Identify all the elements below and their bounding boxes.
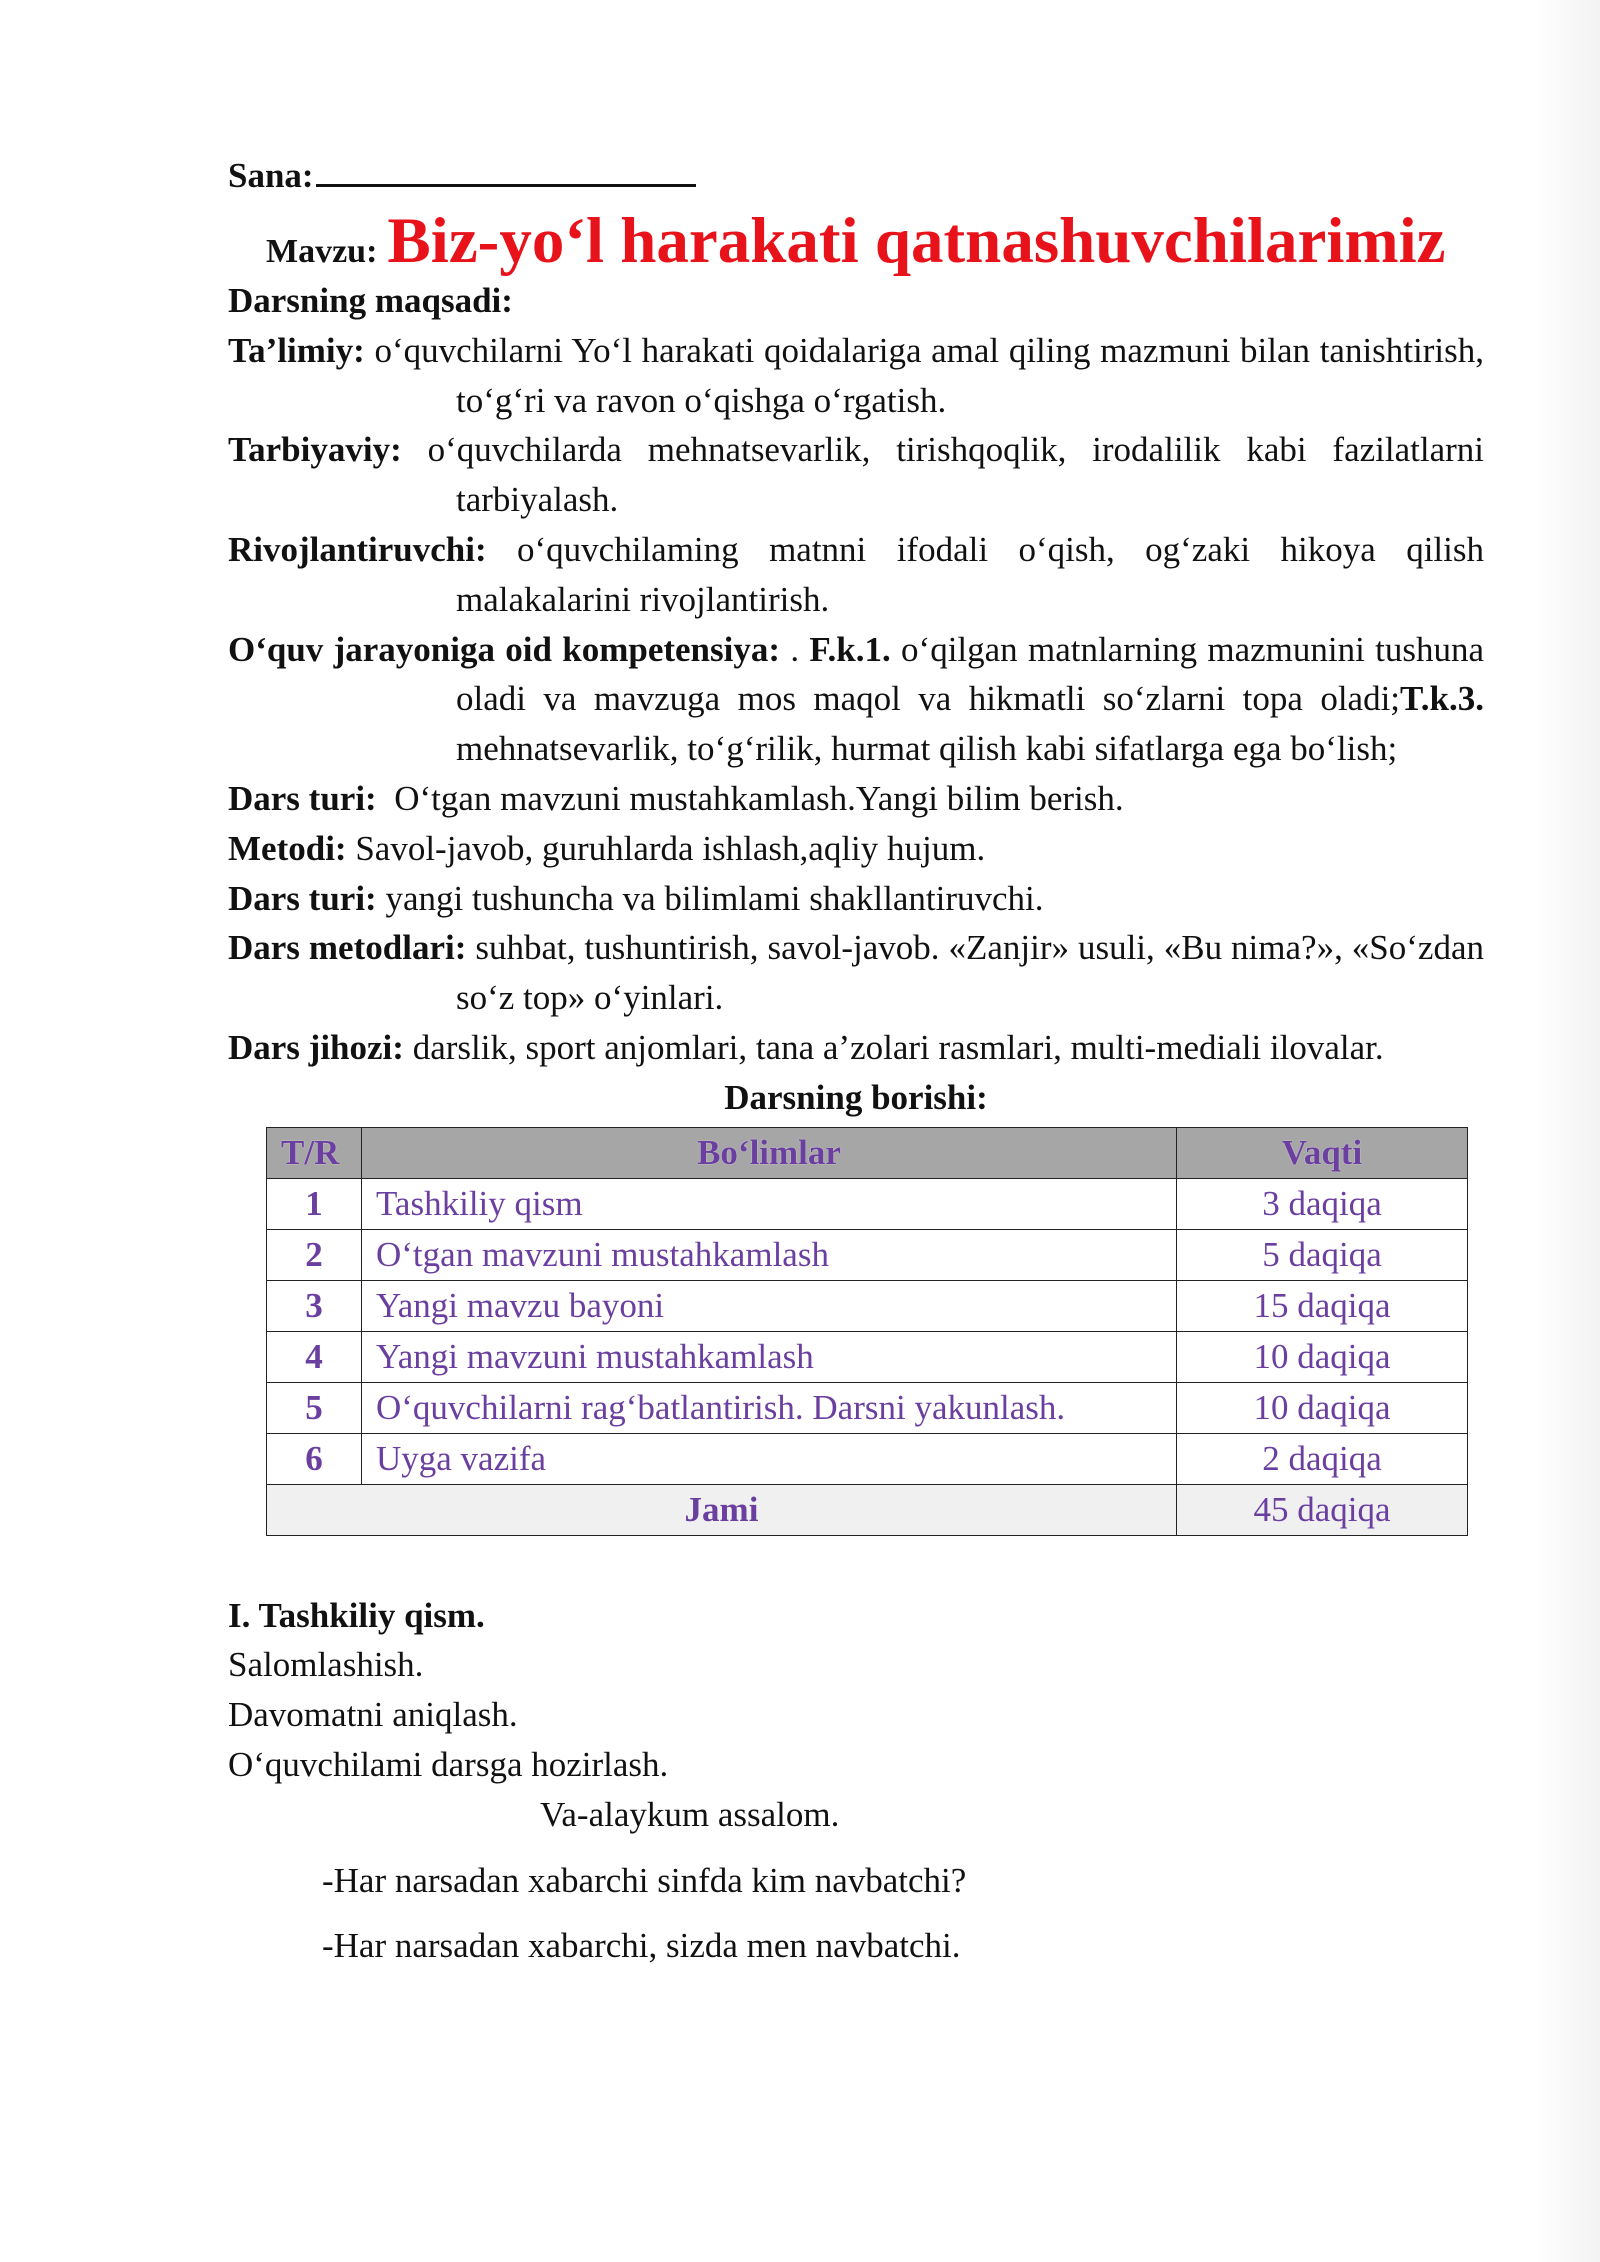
date-row — [228, 150, 1484, 200]
table-row — [267, 1433, 1468, 1484]
topic-label: Mavzu: — [266, 233, 378, 270]
goal-kompetensiya — [228, 625, 1484, 774]
metodi-label: Metodi: — [228, 828, 347, 868]
lesson-plan-page — [228, 150, 1484, 1971]
goal-tarbiyaviy-label: Tarbiyaviy: — [228, 430, 402, 470]
row-num: 2 — [267, 1229, 362, 1280]
total-label: Jami — [267, 1484, 1177, 1535]
table-row — [267, 1382, 1468, 1433]
goal-rivoj-text: o‘quvchilaming matnni ifodali o‘qish, og‘zaki hikoya qilish malakalarini rivojlantirish. — [456, 529, 1484, 619]
goal-tarbiyaviy — [228, 425, 1484, 525]
row-num: 1 — [267, 1178, 362, 1229]
row-num: 4 — [267, 1331, 362, 1382]
goal-talimiy-label: Ta’limiy: — [228, 330, 365, 370]
komp-text2: mehnatsevarlik, to‘g‘rilik, hurmat qilish kabi sifatlarga ega bo‘lish; — [456, 729, 1398, 769]
row-section: Tashkiliy qism — [362, 1178, 1177, 1229]
date-blank-line — [316, 150, 696, 187]
header-num: T/R — [267, 1127, 362, 1178]
table-row — [267, 1229, 1468, 1280]
info-dars-turi-1 — [228, 774, 1484, 824]
part1-heading: I. Tashkiliy qism. — [228, 1595, 485, 1635]
jihozi-label: Dars jihozi: — [228, 1027, 404, 1067]
dars-turi-1-label: Dars turi: — [228, 778, 377, 818]
part1-line-attendance: Davomatni aniqlash. — [228, 1695, 518, 1735]
komp-fk: F.k.1. — [809, 629, 891, 669]
header-section: Bo‘limlar — [362, 1127, 1177, 1178]
topic-title: Biz-yo‘l harakati qatnashuvchilarimiz — [387, 205, 1446, 277]
goal-rivojlantiruvchi — [228, 525, 1484, 625]
date-label: Sana: — [228, 156, 314, 195]
dars-turi-2-text: yangi tushuncha va bilimlami shakllantiruvchi. — [376, 878, 1044, 918]
row-time: 5 daqiqa — [1177, 1229, 1468, 1280]
komp-label: O‘quv jarayoniga oid kompetensiya: — [228, 629, 781, 669]
row-section: Uyga vazifa — [362, 1433, 1177, 1484]
part1-line-greeting: Salomlashish. — [228, 1645, 424, 1685]
plan-heading: Darsning borishi: — [724, 1077, 988, 1117]
row-num: 5 — [267, 1382, 362, 1433]
row-time: 10 daqiqa — [1177, 1331, 1468, 1382]
row-num: 6 — [267, 1433, 362, 1484]
row-section: Yangi mavzuni mustahkamlash — [362, 1331, 1177, 1382]
part1-line-question: -Har narsadan xabarchi sinfda kim navbatchi? — [322, 1860, 967, 1900]
part1-line-reply: Va-alaykum assalom. — [540, 1794, 840, 1834]
row-num: 3 — [267, 1280, 362, 1331]
goal-rivoj-label: Rivojlantiruvchi: — [228, 529, 487, 569]
goal-talimiy-text: o‘quvchilarni Yo‘l harakati qoidalariga amal qiling mazmuni bilan tanishtirish, to‘g‘ri va ravon o‘qishga o‘rgatish. — [374, 330, 1485, 420]
row-time: 15 daqiqa — [1177, 1280, 1468, 1331]
komp-tk: T.k.3. — [1400, 679, 1484, 719]
row-section: Yangi mavzu bayoni — [362, 1280, 1177, 1331]
row-section: O‘quvchilarni rag‘batlantirish. Darsni yakunlash. — [362, 1382, 1177, 1433]
metodlar-text: suhbat, tushuntirish, savol-javob. «Zanjir» usuli, «Bu nima?», «So‘zdan so‘z top» o‘yinlari. — [456, 928, 1484, 1018]
row-time: 2 daqiqa — [1177, 1433, 1468, 1484]
lesson-plan-table — [266, 1127, 1468, 1536]
metodi-text: Savol-javob, guruhlarda ishlash,aqliy hujum. — [346, 828, 986, 868]
info-dars-turi-2 — [228, 874, 1484, 924]
part1-line-prepare: O‘quvchilami darsga hozirlash. — [228, 1744, 669, 1784]
header-time: Vaqti — [1177, 1127, 1468, 1178]
jihozi-text: darslik, sport anjomlari, tana a’zolari rasmlari, multi-mediali ilovalar. — [403, 1027, 1384, 1067]
metodlar-label: Dars metodlari: — [228, 928, 467, 968]
table-row — [267, 1331, 1468, 1382]
table-row — [267, 1178, 1468, 1229]
goals-heading: Darsning maqsadi: — [228, 281, 513, 320]
table-total-row — [267, 1484, 1468, 1535]
goal-tarbiyaviy-text: o‘quvchilarda mehnatsevarlik, tirishqoqlik, irodalilik kabi fazilatlarni tarbiyalash. — [427, 430, 1484, 520]
info-jihozi — [228, 1023, 1484, 1073]
dars-turi-1-text: O‘tgan mavzuni mustahkamlash.Yangi bilim berish. — [376, 778, 1124, 818]
komp-text1: o‘qilgan matnlarning mazmunini tushuna oladi va mavzuga mos maqol va hikmatli so‘zlarni topa oladi; — [456, 629, 1485, 719]
info-metodi — [228, 824, 1484, 874]
row-time: 10 daqiqa — [1177, 1382, 1468, 1433]
goal-talimiy — [228, 326, 1484, 426]
row-time: 3 daqiqa — [1177, 1178, 1468, 1229]
komp-pre: . — [780, 629, 810, 669]
info-metodlar — [228, 923, 1484, 1023]
topic-row — [228, 206, 1484, 276]
table-row — [267, 1280, 1468, 1331]
row-section: O‘tgan mavzuni mustahkamlash — [362, 1229, 1177, 1280]
dars-turi-2-label: Dars turi: — [228, 878, 377, 918]
table-header-row — [267, 1127, 1468, 1178]
total-time: 45 daqiqa — [1177, 1484, 1468, 1535]
part1-line-answer: -Har narsadan xabarchi, sizda men navbatchi. — [322, 1926, 961, 1966]
